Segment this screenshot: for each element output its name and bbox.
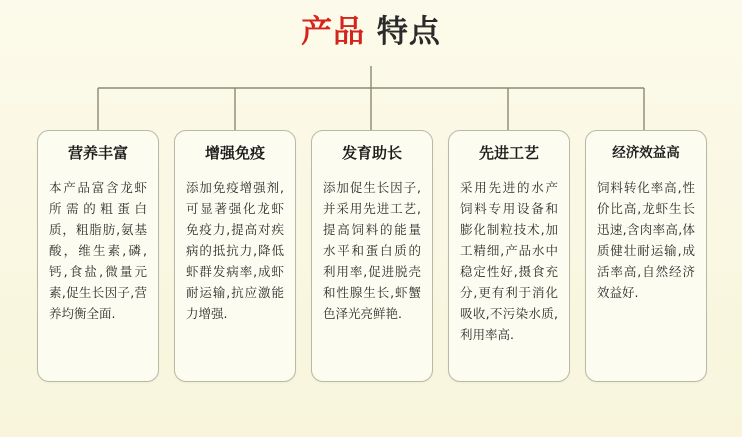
feature-card-body: 采用先进的水产饲料专用设备和膨化制粒技术,加工精细,产品水中稳定性好,摄食充分,更有利于消化吸收,不污染水质,利用率高. — [460, 180, 558, 342]
page-title-rest: 特点 — [365, 14, 441, 50]
feature-card-body: 本产品富含龙虾所需的粗蛋白质，粗脂肪,氨基酸，维生素,磷,钙,食盐,微量元素,促生长因子,营养均衡全面. — [49, 180, 147, 321]
feature-card-technology[interactable] — [448, 130, 570, 382]
feature-card-title: 经济效益高 — [612, 145, 680, 161]
feature-card-body: 添加促生长因子,并采用先进工艺,提高饲料的能量水平和蛋白质的利用率,促进脱壳和性腺生长,虾蟹色泽光亮鲜艳. — [323, 180, 421, 321]
feature-card-list — [37, 130, 707, 382]
feature-card-title: 营养丰富 — [67, 144, 128, 162]
feature-card-growth[interactable] — [311, 130, 433, 382]
page-title — [0, 10, 742, 54]
feature-card-title: 先进工艺 — [478, 144, 539, 162]
feature-card-economics[interactable] — [585, 130, 707, 382]
feature-card-title: 增强免疫 — [204, 144, 265, 162]
feature-card-immunity[interactable] — [174, 130, 296, 382]
feature-card-body: 饲料转化率高,性价比高,龙虾生长迅速,含肉率高,体质健壮耐运输,成活率高,自然经济效益好. — [597, 180, 695, 300]
feature-card-nutrition[interactable] — [37, 130, 159, 382]
feature-card-body: 添加免疫增强剂,可显著强化龙虾免疫力,提高对疾病的抵抗力,降低虾群发病率,成虾耐运输,抗应激能力增强. — [186, 180, 284, 321]
feature-card-title: 发育助长 — [341, 144, 402, 162]
page-title-highlight: 产品 — [301, 14, 366, 50]
